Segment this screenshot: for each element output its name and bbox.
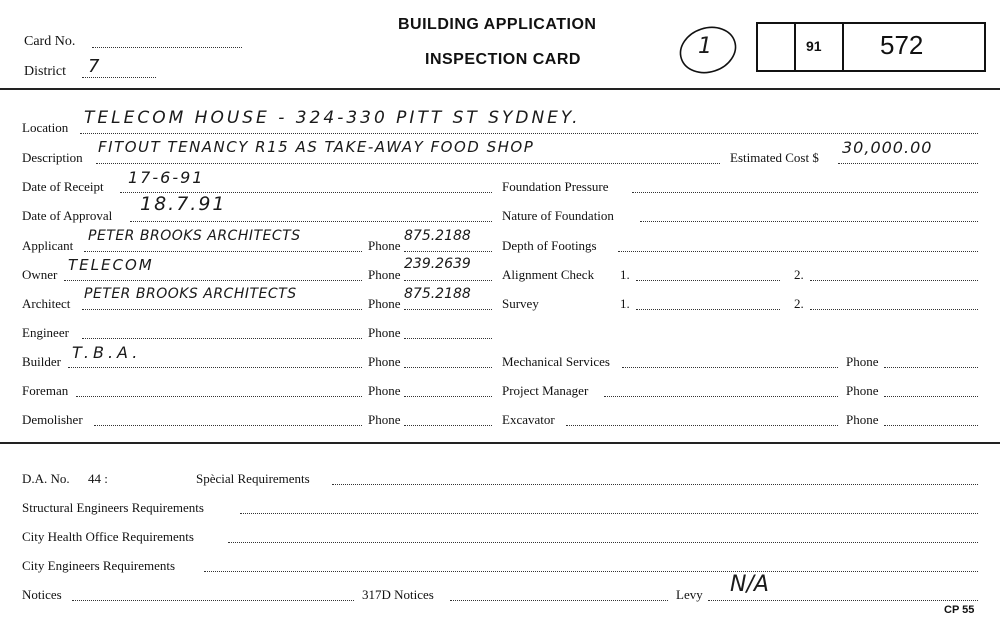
builder-label: Builder: [22, 354, 61, 369]
health-label: City Health Office Requirements: [22, 529, 194, 544]
engineer-phone-label: Phone: [368, 325, 401, 340]
notices-label: Notices: [22, 587, 62, 602]
architect-label: Architect: [22, 296, 71, 311]
number-box-divider2: [842, 22, 844, 72]
demolisher-phone-label: Phone: [368, 412, 401, 427]
builder-line: [68, 367, 362, 368]
notices-317d-label: 317D Notices: [362, 587, 434, 602]
health-line: [228, 542, 978, 543]
owner-label: Owner: [22, 267, 58, 282]
location-label: Location: [22, 120, 69, 135]
foreman-label: Foreman: [22, 383, 69, 398]
city-eng-line: [204, 571, 978, 572]
mechanical-label: Mechanical Services: [502, 354, 610, 369]
foreman-line: [76, 396, 362, 397]
description-value: FITOUT TENANCY R15 AS TAKE-AWAY FOOD SHOP: [98, 138, 535, 156]
foundation-pressure-label: Foundation Pressure: [502, 179, 609, 194]
year-value: 91: [806, 38, 822, 54]
applicant-phone-line: [404, 251, 492, 252]
depth-footings-label: Depth of Footings: [502, 238, 597, 253]
structural-label: Structural Engineers Requirements: [22, 500, 204, 515]
excavator-phone-label: Phone: [846, 412, 879, 427]
engineer-line: [82, 338, 362, 339]
excavator-label: Excavator: [502, 412, 555, 427]
levy-label: Levy: [676, 587, 703, 602]
description-label: Description: [22, 150, 83, 165]
levy-line: [708, 600, 978, 601]
form-code: CP 55: [944, 604, 975, 616]
estimated-cost-value: 30,000.00: [842, 138, 933, 157]
header-rule: [0, 88, 1000, 90]
survey-1-line: [636, 309, 780, 310]
builder-phone-line: [404, 367, 492, 368]
district-line: [82, 77, 156, 78]
card-no-label: Card No.: [24, 34, 76, 49]
number-box-divider1: [794, 22, 796, 72]
date-approval-label: Date of Approval: [22, 208, 113, 223]
architect-phone-label: Phone: [368, 296, 401, 311]
demolisher-label: Demolisher: [22, 412, 83, 427]
demolisher-phone-line: [404, 425, 492, 426]
number-box: [756, 22, 986, 72]
applicant-line: [84, 251, 362, 252]
alignment-2-label: 2.: [794, 267, 804, 282]
date-approval-line: [130, 221, 492, 222]
circled-number-value: 1: [698, 34, 712, 59]
alignment-2-line: [810, 280, 978, 281]
description-line: [96, 163, 720, 164]
applicant-label: Applicant: [22, 238, 74, 253]
alignment-1-label: 1.: [620, 267, 630, 282]
da-no-value: 44 :: [88, 471, 108, 486]
district-value: 7: [88, 56, 102, 77]
survey-1-label: 1.: [620, 296, 630, 311]
excavator-phone-line: [884, 425, 978, 426]
title-line1: BUILDING APPLICATION: [398, 16, 597, 33]
engineer-label: Engineer: [22, 325, 69, 340]
builder-phone-label: Phone: [368, 354, 401, 369]
survey-label: Survey: [502, 296, 539, 311]
excavator-line: [566, 425, 838, 426]
builder-value: T.B.A.: [72, 343, 142, 362]
special-requirements-line: [332, 484, 978, 485]
middle-rule: [0, 442, 1000, 444]
location-line: [80, 133, 978, 134]
card-number-value: 572: [880, 30, 924, 60]
architect-phone-value: 875.2188: [404, 286, 471, 302]
depth-footings-line: [618, 251, 978, 252]
estimated-cost-label: Estimated Cost $: [730, 150, 819, 165]
project-manager-phone-line: [884, 396, 978, 397]
levy-value: N/A: [730, 572, 769, 597]
applicant-phone-value: 875.2188: [404, 228, 471, 244]
engineer-phone-line: [404, 338, 492, 339]
location-value: TELECOM HOUSE - 324-330 PITT ST SYDNEY.: [84, 108, 581, 128]
date-approval-value: 18.7.91: [140, 193, 227, 215]
circled-number: [676, 22, 740, 78]
date-receipt-label: Date of Receipt: [22, 179, 104, 194]
mechanical-phone-line: [884, 367, 978, 368]
date-receipt-value: 17-6-91: [128, 168, 205, 187]
structural-line: [240, 513, 978, 514]
survey-2-line: [810, 309, 978, 310]
alignment-check-label: Alignment Check: [502, 267, 595, 282]
district-label: District: [24, 64, 66, 79]
survey-2-label: 2.: [794, 296, 804, 311]
foreman-phone-line: [404, 396, 492, 397]
special-requirements-label: Spècial Requirements: [196, 471, 310, 486]
owner-phone-value: 239.2639: [404, 256, 471, 272]
architect-value: PETER BROOKS ARCHITECTS: [84, 286, 297, 302]
applicant-value: PETER BROOKS ARCHITECTS: [88, 228, 301, 244]
notices-line: [72, 600, 354, 601]
project-manager-phone-label: Phone: [846, 383, 879, 398]
mechanical-line: [622, 367, 838, 368]
foreman-phone-label: Phone: [368, 383, 401, 398]
estimated-cost-line: [838, 163, 978, 164]
nature-foundation-label: Nature of Foundation: [502, 208, 614, 223]
foundation-pressure-line: [632, 192, 978, 193]
city-eng-label: City Engineers Requirements: [22, 558, 176, 573]
owner-line: [64, 280, 362, 281]
card-no-line: [92, 47, 242, 48]
project-manager-line: [604, 396, 838, 397]
alignment-1-line: [636, 280, 780, 281]
architect-phone-line: [404, 309, 492, 310]
owner-phone-line: [404, 280, 492, 281]
project-manager-label: Project Manager: [502, 383, 589, 398]
owner-phone-label: Phone: [368, 267, 401, 282]
nature-foundation-line: [640, 221, 978, 222]
da-no-label: D.A. No.: [22, 471, 70, 486]
demolisher-line: [94, 425, 362, 426]
title-line2: INSPECTION CARD: [425, 51, 581, 68]
applicant-phone-label: Phone: [368, 238, 401, 253]
owner-value: TELECOM: [68, 256, 154, 274]
architect-line: [82, 309, 362, 310]
notices-317d-line: [450, 600, 668, 601]
mechanical-phone-label: Phone: [846, 354, 879, 369]
